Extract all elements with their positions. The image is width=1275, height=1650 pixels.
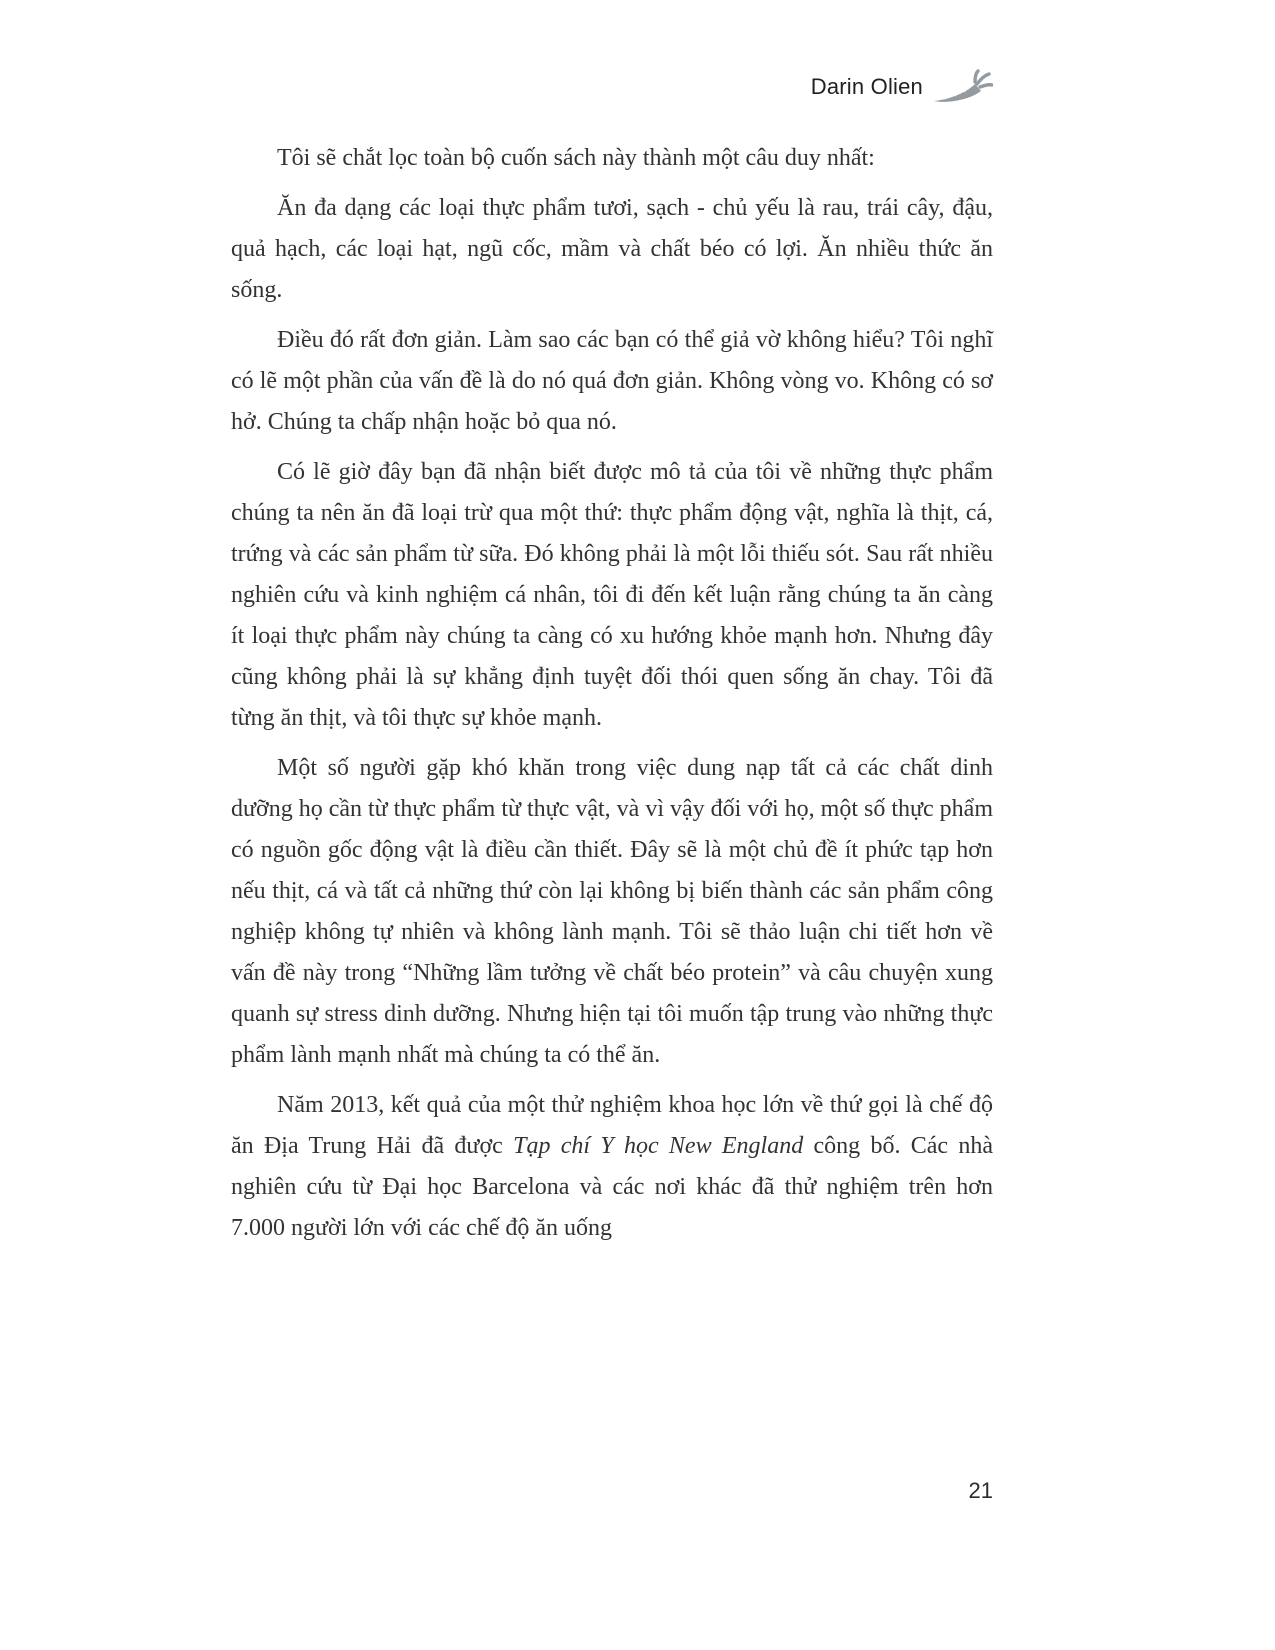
paragraph-4 xyxy=(231,452,993,739)
page-body xyxy=(231,138,993,1258)
paragraph-5 xyxy=(231,748,993,1076)
italic-text-segment: Tạp chí Y học New England xyxy=(513,1133,804,1159)
page-number: 21 xyxy=(968,1478,993,1503)
paragraph-2 xyxy=(231,188,993,311)
text-segment: Có lẽ giờ đây bạn đã nhận biết được mô tả của tôi về những thực phẩm chúng ta nên ăn đã loại trừ qua một thứ: thực phẩm động vật, nghĩa là thịt, cá, trứng và các sản phẩm từ sữa. Đó không phải là một lỗi thiếu sót. Sau rất nhiều nghiên cứu và kinh nghiệm cá nhân, tôi đi đến kết luận rằng chúng ta ăn càng ít loại thực phẩm này chúng ta càng có xu hướng khỏe mạnh hơn. Nhưng đây cũng không phải là sự khẳng định tuyệt đối thói quen sống ăn chay. Tôi đã từng ăn thịt, và tôi thực sự khỏe mạnh. xyxy=(231,459,993,731)
carrot-icon xyxy=(931,68,993,106)
paragraph-3 xyxy=(231,320,993,443)
text-segment: Điều đó rất đơn giản. Làm sao các bạn có thể giả vờ không hiểu? Tôi nghĩ có lẽ một phần của vấn đề là do nó quá đơn giản. Không vòng vo. Không có sơ hở. Chúng ta chấp nhận hoặc bỏ qua nó. xyxy=(231,327,993,435)
text-segment: Năm 2013, kết quả của một thử nghiệm khoa học lớn về thứ gọi là chế độ ăn Địa Trung Hải đã được xyxy=(231,1092,993,1159)
text-segment: Ăn đa dạng các loại thực phẩm tươi, sạch - chủ yếu là rau, trái cây, đậu, quả hạch, các loại hạt, ngũ cốc, mầm và chất béo có lợi. Ăn nhiều thức ăn sống. xyxy=(231,195,993,303)
author-name: Darin Olien xyxy=(810,74,923,99)
paragraph-6 xyxy=(231,1085,993,1249)
page-header xyxy=(231,68,993,106)
text-segment: Một số người gặp khó khăn trong việc dung nạp tất cả các chất dinh dưỡng họ cần từ thực phẩm từ thực vật, và vì vậy đối với họ, một số thực phẩm có nguồn gốc động vật là điều cần thiết. Đây sẽ là một chủ đề ít phức tạp hơn nếu thịt, cá và tất cả những thứ còn lại không bị biến thành các sản phẩm công nghiệp không tự nhiên và không lành mạnh. Tôi sẽ thảo luận chi tiết hơn về vấn đề này trong “Những lầm tưởng về chất béo protein” và câu chuyện xung quanh sự stress dinh dưỡng. Nhưng hiện tại tôi muốn tập trung vào những thực phẩm lành mạnh nhất mà chúng ta có thể ăn. xyxy=(231,755,993,1068)
text-segment: công bố. Các nhà nghiên cứu từ Đại học Barcelona và các nơi khác đã thử nghiệm trên hơn 7.000 người lớn với các chế độ ăn uống xyxy=(231,1133,993,1241)
page-footer xyxy=(231,1478,993,1504)
paragraph-1 xyxy=(231,138,993,179)
text-segment: Tôi sẽ chắt lọc toàn bộ cuốn sách này thành một câu duy nhất: xyxy=(277,145,875,171)
